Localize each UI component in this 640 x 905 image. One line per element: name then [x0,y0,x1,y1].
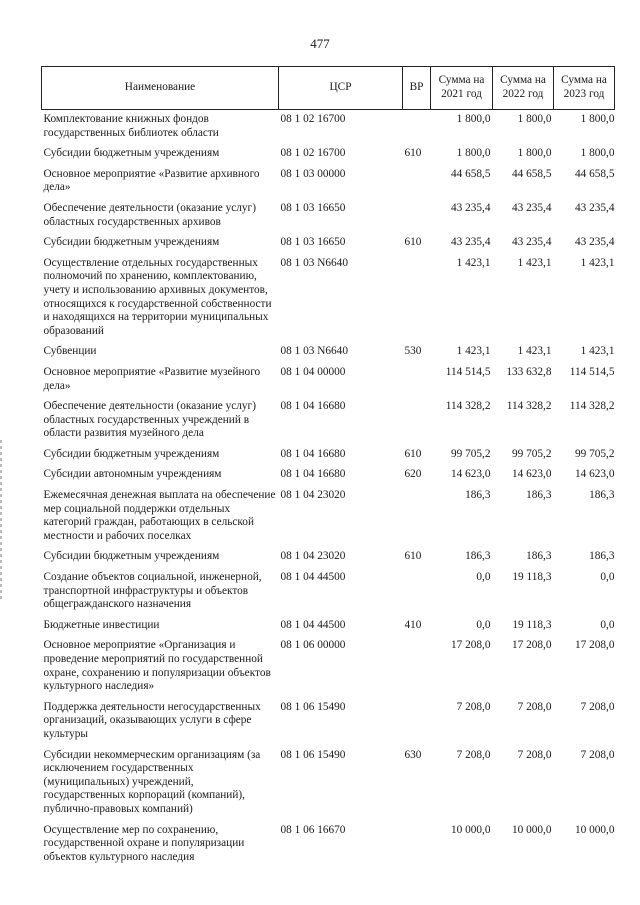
row-sum-2021: 44 658,5 [450,167,491,180]
row-csr: 08 1 03 16650 [280,201,346,214]
row-sum-2023: 1 423,1 [580,256,615,269]
row-csr: 08 1 03 N6640 [280,345,348,358]
row-csr: 08 1 04 44500 [280,618,346,631]
row-sum-2022: 7 208,0 [517,700,552,713]
row-sum-2021: 17 208,0 [450,639,491,652]
scan-edge-mark [0,440,2,600]
row-sum-2022: 19 118,3 [512,571,552,584]
header-sum-2023: Сумма на 2023 год [554,67,615,110]
row-csr: 08 1 03 N6640 [280,256,348,269]
row-csr: 08 1 03 16650 [280,236,346,249]
row-sum-2022: 10 000,0 [511,823,552,836]
table-row [42,821,615,869]
row-sum-2023: 0,0 [600,571,615,584]
table-row [42,254,615,343]
budget-table [41,66,615,868]
table-row [42,568,615,616]
row-sum-2021: 0,0 [476,618,491,631]
table-row [42,397,615,445]
row-csr: 08 1 04 16680 [280,400,346,413]
row-name: Субвенции [43,345,97,358]
row-name: Создание объектов социальной, инженерной, транспортной инфраструктуры и объектов общегражданского назначения [43,571,262,611]
row-sum-2023: 43 235,4 [574,236,615,249]
row-sum-2022: 133 632,8 [506,365,552,378]
row-vr [403,698,431,746]
header-name: Наименование [42,67,279,110]
table-row [42,445,615,466]
row-name: Поддержка деятельности негосударственных организаций, оказывающих услуги в сфере культуры [43,700,261,740]
row-sum-2022: 186,3 [526,550,552,563]
row-sum-2023: 14 623,0 [574,468,615,481]
row-vr: 610 [404,447,422,460]
row-sum-2022: 99 705,2 [511,447,552,460]
table-body [42,110,615,869]
row-sum-2022: 14 623,0 [511,468,552,481]
table-header-row [42,67,615,110]
row-vr: 610 [404,147,422,160]
row-sum-2022: 44 658,5 [511,167,552,180]
row-name: Субсидии бюджетным учреждениям [43,550,220,563]
row-sum-2023: 7 208,0 [580,700,615,713]
row-sum-2021: 43 235,4 [450,201,491,214]
row-name: Субсидии бюджетным учреждениям [43,236,220,249]
row-vr [403,636,431,697]
row-sum-2021: 99 705,2 [450,447,491,460]
row-sum-2023: 186,3 [589,489,615,502]
row-vr [403,199,431,233]
row-sum-2021: 7 208,0 [456,748,491,761]
row-sum-2021: 1 800,0 [456,147,491,160]
table-row [42,636,615,697]
row-sum-2021: 10 000,0 [450,823,491,836]
row-sum-2021: 0,0 [476,571,491,584]
row-vr: 620 [404,468,422,481]
row-sum-2023: 17 208,0 [574,639,615,652]
row-name: Комплектование книжных фондов государственных библиотек области [43,113,219,139]
row-csr: 08 1 04 00000 [280,365,346,378]
row-sum-2021: 1 800,0 [456,113,491,125]
row-vr [403,363,431,397]
row-csr: 08 1 06 00000 [280,639,346,652]
row-sum-2022: 17 208,0 [511,639,552,652]
row-name: Обеспечение деятельности (оказание услуг) областных государственных архивов [43,201,256,228]
row-sum-2021: 114 328,2 [445,400,491,413]
row-sum-2022: 186,3 [526,489,552,502]
row-vr [403,110,431,145]
row-csr: 08 1 04 44500 [280,571,346,584]
row-name: Субсидии некоммерческим организациям (за исключением государственных (муниципальных) учреждений, государственных корпораций (компаний), публично-правовых компаний) [43,748,261,815]
row-sum-2021: 7 208,0 [456,700,491,713]
row-vr: 530 [404,345,422,358]
row-name: Ежемесячная денежная выплата на обеспечение мер социальной поддержки отдельных категорий граждан, работающих в сельской местности и рабочих поселках [43,489,276,542]
row-csr: 08 1 02 16700 [280,147,346,160]
row-sum-2022: 7 208,0 [517,748,552,761]
row-sum-2022: 1 423,1 [517,256,552,269]
row-name: Основное мероприятие «Организация и проведение мероприятий по государственной охране, сохранению и популяризации объектов культурного наследия» [43,639,271,693]
row-sum-2021: 43 235,4 [450,236,491,249]
row-sum-2021: 186,3 [465,489,491,502]
table-row [42,199,615,233]
row-csr: 08 1 06 15490 [280,700,346,713]
row-vr: 610 [404,550,422,563]
row-sum-2023: 43 235,4 [574,201,615,214]
row-sum-2023: 10 000,0 [574,823,615,836]
table-row [42,547,615,568]
page-number: 477 [310,36,330,51]
row-sum-2023: 114 328,2 [569,400,615,413]
row-sum-2023: 186,3 [589,550,615,563]
table-row [42,144,615,165]
row-vr: 610 [404,236,422,249]
row-csr: 08 1 02 16700 [280,113,346,125]
row-name: Бюджетные инвестиции [43,618,160,631]
table-row [42,746,615,821]
row-vr: 410 [404,618,422,631]
table-row [42,342,615,363]
row-sum-2022: 1 800,0 [517,113,552,125]
row-csr: 08 1 04 23020 [280,489,346,502]
table-row [42,486,615,547]
row-vr [403,486,431,547]
row-name: Субсидии бюджетным учреждениям [43,447,220,460]
row-sum-2023: 114 514,5 [569,365,615,378]
row-sum-2023: 7 208,0 [580,748,615,761]
row-vr [403,254,431,343]
row-sum-2022: 43 235,4 [511,201,552,214]
row-sum-2023: 99 705,2 [574,447,615,460]
header-vr: ВР [403,67,431,110]
table-row [42,165,615,199]
row-sum-2021: 114 514,5 [445,365,491,378]
table-row [42,233,615,254]
row-name: Субсидии автономным учреждениям [43,468,222,481]
row-sum-2023: 0,0 [600,618,615,631]
row-vr [403,397,431,445]
row-vr [403,568,431,616]
row-sum-2023: 1 423,1 [580,345,615,358]
row-sum-2021: 186,3 [465,550,491,563]
table-row [42,698,615,746]
row-name: Осуществление мер по сохранению, государственной охране и популяризации объектов культурного наследия [43,823,245,863]
row-csr: 08 1 03 00000 [280,167,346,180]
row-sum-2021: 1 423,1 [456,256,491,269]
table-row [42,363,615,397]
row-sum-2022: 1 800,0 [517,147,552,160]
row-name: Основное мероприятие «Развитие музейного дела» [43,365,261,392]
row-name: Основное мероприятие «Развитие архивного дела» [43,167,260,194]
table-row [42,110,615,145]
row-sum-2021: 14 623,0 [450,468,491,481]
row-sum-2023: 44 658,5 [574,167,615,180]
row-csr: 08 1 04 23020 [280,550,346,563]
row-csr: 08 1 06 15490 [280,748,346,761]
row-csr: 08 1 04 16680 [280,468,346,481]
row-csr: 08 1 06 16670 [280,823,346,836]
row-name: Субсидии бюджетным учреждениям [43,147,220,160]
row-sum-2022: 1 423,1 [517,345,552,358]
table-row [42,465,615,486]
row-sum-2022: 114 328,2 [506,400,552,413]
row-csr: 08 1 04 16680 [280,447,346,460]
row-vr: 630 [404,748,422,761]
header-csr: ЦСР [279,67,403,110]
row-sum-2022: 19 118,3 [512,618,552,631]
row-vr [403,165,431,199]
row-name: Обеспечение деятельности (оказание услуг) областных государственных учреждений в области развития музейного дела [43,400,256,440]
row-vr [403,821,431,869]
table-row [42,616,615,637]
row-sum-2023: 1 800,0 [580,113,615,125]
row-sum-2022: 43 235,4 [511,236,552,249]
row-sum-2023: 1 800,0 [580,147,615,160]
row-name: Осуществление отдельных государственных полномочий по хранению, комплектованию, учету и использованию архивных документов, относящихся к государственной собственности и находящихся на территории муниципальных образований [43,256,272,337]
row-sum-2021: 1 423,1 [456,345,491,358]
header-sum-2021: Сумма на 2021 год [431,67,493,110]
header-sum-2022: Сумма на 2022 год [493,67,554,110]
